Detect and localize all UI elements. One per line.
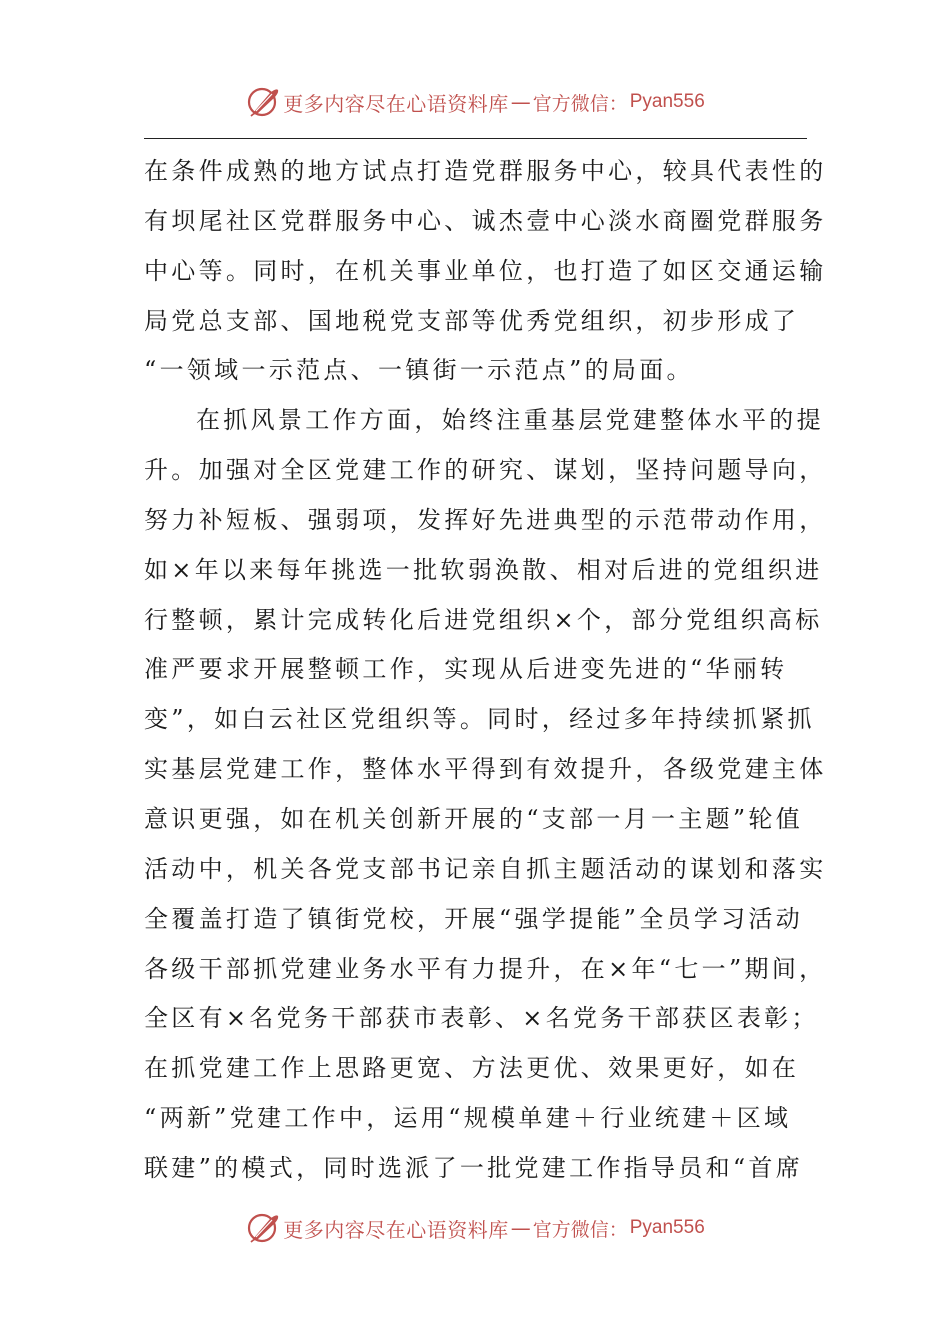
- text-line: 在抓党建工作上思路更宽、方法更优、效果更好，如在: [144, 1054, 800, 1083]
- quill-pen-logo-icon: [245, 1210, 281, 1246]
- footer-wechat-label: 官方微信：: [532, 1218, 628, 1241]
- text-line: 局党总支部、国地税党支部等优秀党组织，初步形成了: [144, 306, 800, 335]
- text-line: 中心等。同时，在机关事业单位，也打造了如区交通运输: [144, 256, 827, 285]
- footer-site-text: 更多内容尽在心语资料库: [283, 1217, 509, 1242]
- header-dash: —: [510, 90, 531, 114]
- footer-dash: —: [510, 1216, 531, 1240]
- text-line: 实基层党建工作，整体水平得到有效提升，各级党建主体: [144, 755, 827, 784]
- text-line: 行整顿，累计完成转化后进党组织×个，部分党组织高标: [144, 605, 823, 634]
- text-line: 在条件成熟的地方试点打造党群服务中心，较具代表性的: [144, 157, 827, 185]
- text-line: 各级干部抓党建业务水平有力提升，在×年“七一”期间，: [144, 954, 827, 983]
- header-site-text: 更多内容尽在心语资料库: [283, 91, 509, 116]
- text-line: 努力补短板、强弱项，发挥好先进典型的示范带动作用，: [144, 505, 827, 534]
- header-wechat-label: 官方微信：: [532, 92, 628, 115]
- text-line: 有坝尾社区党群服务中心、诚杰壹中心淡水商圈党群服务: [144, 206, 827, 235]
- text-line: 如×年以来每年挑选一批软弱涣散、相对后进的党组织进: [144, 555, 823, 584]
- text-line: 升。加强对全区党建工作的研究、谋划，坚持问题导向，: [144, 456, 827, 485]
- text-line: 变”，如白云社区党组织等。同时，经过多年持续抓紧抓: [144, 705, 815, 734]
- paragraph-start-line: 在抓风景工作方面，始终注重基层党建整体水平的提: [196, 406, 824, 435]
- text-line: 联建”的模式，同时选派了一批党建工作指导员和“首席: [144, 1153, 804, 1182]
- header-divider: [144, 138, 807, 139]
- header-banner: [0, 82, 950, 122]
- text-line: “一领域一示范点、一镇街一示范点”的局面。: [144, 356, 694, 385]
- text-line: 活动中，机关各党支部书记亲自抓主题活动的谋划和落实: [144, 854, 827, 883]
- text-line: 准严要求开展整顿工作，实现从后进变先进的“华丽转: [144, 655, 788, 684]
- quill-pen-logo-icon: [245, 84, 281, 120]
- text-line: “两新”党建工作中，运用“规模单建＋行业统建＋区域: [144, 1104, 792, 1133]
- footer-wechat-account: Pyan556: [629, 1217, 705, 1238]
- text-line: 意识更强，如在机关创新开展的“支部一月一主题”轮值: [144, 804, 804, 833]
- header-wechat-account: Pyan556: [629, 91, 705, 112]
- text-line: 全区有×名党务干部获市表彰、×名党务干部获区表彰；: [144, 1004, 819, 1033]
- footer-banner: [0, 1208, 950, 1248]
- text-line: 全覆盖打造了镇街党校，开展“强学提能”全员学习活动: [144, 904, 804, 933]
- document-body: [144, 147, 834, 1194]
